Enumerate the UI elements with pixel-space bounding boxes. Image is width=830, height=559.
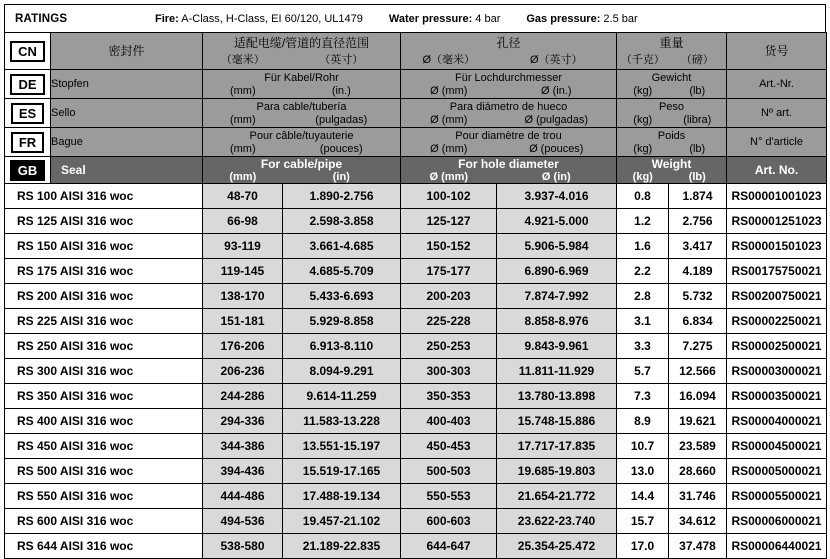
table-row	[5, 509, 827, 534]
de-art-header: Art.-Nr.	[727, 70, 827, 99]
header-row-fr	[5, 128, 827, 157]
ratings-label: RATINGS	[15, 12, 68, 25]
row-name: RS 644 AISI 316 woc	[5, 534, 203, 559]
fr-seal-header: Bague	[51, 128, 203, 157]
row-kg: 0.8	[617, 184, 669, 209]
es-hole-unit-mm: Ø (mm)	[430, 113, 468, 126]
row-name: RS 400 AISI 316 woc	[5, 409, 203, 434]
row-art: RS00005000021	[727, 459, 827, 484]
rating-gas-value: 2.5 bar	[603, 12, 638, 25]
de-cable-unit-mm: (mm)	[229, 84, 256, 97]
row-hole-in: 8.858-8.976	[497, 309, 617, 334]
gb-cable-unit-mm: (mm)	[229, 170, 257, 183]
gb-weight-header	[617, 157, 727, 184]
de-hole-title: Für Lochdurchmesser	[455, 71, 562, 84]
row-cable-mm: 138-170	[203, 284, 283, 309]
es-hole-title: Para diámetro de hueco	[449, 100, 568, 113]
row-kg: 13.0	[617, 459, 669, 484]
row-cable-in: 2.598-3.858	[283, 209, 401, 234]
row-cable-in: 9.614-11.259	[283, 384, 401, 409]
row-lb: 31.746	[669, 484, 727, 509]
product-table	[4, 32, 827, 559]
ratings-bar	[4, 4, 826, 32]
rating-fire	[155, 13, 389, 25]
table-row	[5, 209, 827, 234]
row-hole-in: 17.717-17.835	[497, 434, 617, 459]
row-hole-in: 19.685-19.803	[497, 459, 617, 484]
table-row	[5, 259, 827, 284]
fr-cable-unit-in: (pouces)	[319, 142, 363, 155]
es-weight-unit-lb: (libra)	[683, 113, 712, 126]
fr-hole-header	[401, 128, 617, 157]
row-lb: 1.874	[669, 184, 727, 209]
fr-cable-header	[203, 128, 401, 157]
cn-cable-unit-mm: （毫米）	[220, 53, 265, 66]
row-lb: 19.621	[669, 409, 727, 434]
row-hole-mm: 300-303	[401, 359, 497, 384]
row-kg: 5.7	[617, 359, 669, 384]
row-cable-in: 1.890-2.756	[283, 184, 401, 209]
row-lb: 37.478	[669, 534, 727, 559]
row-lb: 4.189	[669, 259, 727, 284]
row-cable-in: 13.551-15.197	[283, 434, 401, 459]
gb-cable-header	[203, 157, 401, 184]
row-hole-mm: 100-102	[401, 184, 497, 209]
es-cable-unit-mm: (mm)	[229, 113, 256, 126]
header-row-cn	[5, 33, 827, 70]
es-hole-unit-in: Ø (pulgadas)	[524, 113, 589, 126]
row-hole-mm: 200-203	[401, 284, 497, 309]
row-hole-in: 23.622-23.740	[497, 509, 617, 534]
cn-cable-unit-in: （英寸）	[319, 53, 364, 66]
row-art: RS00005500021	[727, 484, 827, 509]
row-hole-mm: 250-253	[401, 334, 497, 359]
row-hole-in: 13.780-13.898	[497, 384, 617, 409]
row-cable-mm: 444-486	[203, 484, 283, 509]
cn-weight-unit-kg: （千克）	[620, 53, 665, 66]
row-cable-mm: 494-536	[203, 509, 283, 534]
row-lb: 23.589	[669, 434, 727, 459]
row-name: RS 300 AISI 316 woc	[5, 359, 203, 384]
row-cable-in: 15.519-17.165	[283, 459, 401, 484]
row-kg: 14.4	[617, 484, 669, 509]
row-art: RS00004000021	[727, 409, 827, 434]
row-name: RS 450 AISI 316 woc	[5, 434, 203, 459]
de-hole-unit-in: Ø (in.)	[541, 84, 572, 97]
row-lb: 5.732	[669, 284, 727, 309]
row-cable-mm: 394-436	[203, 459, 283, 484]
fr-hole-title: Pour diamètre de trou	[455, 129, 562, 142]
row-cable-in: 4.685-5.709	[283, 259, 401, 284]
de-hole-header	[401, 70, 617, 99]
de-weight-unit-lb: (lb)	[689, 84, 706, 97]
lang-badge-gb: GB	[10, 160, 46, 181]
row-kg: 2.8	[617, 284, 669, 309]
row-name: RS 250 AISI 316 woc	[5, 334, 203, 359]
row-art: RS00001001023	[727, 184, 827, 209]
row-lb: 28.660	[669, 459, 727, 484]
rating-gas	[526, 13, 663, 25]
gb-hole-header	[401, 157, 617, 184]
row-art: RS00002250021	[727, 309, 827, 334]
row-lb: 16.094	[669, 384, 727, 409]
row-kg: 17.0	[617, 534, 669, 559]
cn-seal-header: 密封件	[51, 33, 203, 70]
row-kg: 3.3	[617, 334, 669, 359]
row-cable-mm: 294-336	[203, 409, 283, 434]
rating-water-key: Water pressure:	[388, 12, 473, 25]
row-hole-mm: 350-353	[401, 384, 497, 409]
row-art: RS00006440021	[727, 534, 827, 559]
row-cable-mm: 66-98	[203, 209, 283, 234]
row-lb: 7.275	[669, 334, 727, 359]
rating-fire-key: Fire:	[155, 12, 179, 25]
es-cable-title: Para cable/tubería	[256, 100, 347, 113]
gb-weight-title: Weight	[651, 156, 692, 171]
row-hole-mm: 450-453	[401, 434, 497, 459]
row-art: RS00003500021	[727, 384, 827, 409]
de-cable-title: Für Kabel/Rohr	[264, 71, 339, 84]
row-kg: 15.7	[617, 509, 669, 534]
row-lb: 34.612	[669, 509, 727, 534]
row-cable-mm: 176-206	[203, 334, 283, 359]
row-art: RS00001251023	[727, 209, 827, 234]
row-name: RS 600 AISI 316 woc	[5, 509, 203, 534]
fr-art-header: N° d'article	[727, 128, 827, 157]
row-kg: 7.3	[617, 384, 669, 409]
datasheet-page	[0, 4, 830, 553]
table-row	[5, 334, 827, 359]
cn-cable-header	[203, 33, 401, 70]
lang-badge-gb-cell	[5, 157, 51, 184]
cn-hole-unit-mm: Ø（毫米）	[422, 53, 476, 66]
es-art-header: Nº art.	[727, 99, 827, 128]
row-art: RS00004500021	[727, 434, 827, 459]
de-cable-unit-in: (in.)	[331, 84, 351, 97]
header-row-gb	[5, 157, 827, 184]
lang-badge-es-cell	[5, 99, 51, 128]
rating-water-value: 4 bar	[475, 12, 501, 25]
row-art: RS00200750021	[727, 284, 827, 309]
row-hole-mm: 400-403	[401, 409, 497, 434]
fr-weight-title: Poids	[657, 129, 686, 142]
row-cable-in: 6.913-8.110	[283, 334, 401, 359]
table-row	[5, 484, 827, 509]
row-cable-mm: 151-181	[203, 309, 283, 334]
gb-cable-title: For cable/pipe	[260, 156, 343, 171]
row-name: RS 150 AISI 316 woc	[5, 234, 203, 259]
row-art: RS00002500021	[727, 334, 827, 359]
es-weight-unit-kg: (kg)	[633, 113, 653, 126]
row-kg: 2.2	[617, 259, 669, 284]
row-kg: 8.9	[617, 409, 669, 434]
table-row	[5, 309, 827, 334]
row-cable-mm: 538-580	[203, 534, 283, 559]
rating-water	[389, 13, 526, 25]
cn-hole-unit-in: Ø（英寸）	[530, 53, 583, 66]
es-weight-header	[617, 99, 727, 128]
row-hole-in: 6.890-6.969	[497, 259, 617, 284]
table-row	[5, 384, 827, 409]
cn-cable-title: 适配电缆/管道的直径范围	[233, 35, 370, 50]
gb-weight-unit-lb: (lb)	[688, 170, 706, 183]
rating-gas-key: Gas pressure:	[526, 12, 601, 25]
row-lb: 6.834	[669, 309, 727, 334]
row-name: RS 100 AISI 316 woc	[5, 184, 203, 209]
header-row-es	[5, 99, 827, 128]
gb-weight-unit-kg: (kg)	[632, 170, 653, 183]
row-kg: 1.6	[617, 234, 669, 259]
es-hole-header	[401, 99, 617, 128]
de-weight-header	[617, 70, 727, 99]
row-cable-in: 11.583-13.228	[283, 409, 401, 434]
row-cable-in: 5.433-6.693	[283, 284, 401, 309]
row-hole-mm: 644-647	[401, 534, 497, 559]
row-hole-in: 5.906-5.984	[497, 234, 617, 259]
table-row	[5, 434, 827, 459]
row-name: RS 125 AISI 316 woc	[5, 209, 203, 234]
row-name: RS 550 AISI 316 woc	[5, 484, 203, 509]
es-cable-header	[203, 99, 401, 128]
row-hole-in: 11.811-11.929	[497, 359, 617, 384]
es-cable-unit-in: (pulgadas)	[315, 113, 368, 126]
fr-hole-unit-in: Ø (pouces)	[529, 142, 584, 155]
row-hole-mm: 550-553	[401, 484, 497, 509]
row-hole-in: 4.921-5.000	[497, 209, 617, 234]
row-hole-mm: 225-228	[401, 309, 497, 334]
row-hole-in: 21.654-21.772	[497, 484, 617, 509]
table-row	[5, 534, 827, 559]
gb-hole-unit-mm: Ø (mm)	[429, 170, 469, 183]
row-name: RS 350 AISI 316 woc	[5, 384, 203, 409]
es-seal-header: Sello	[51, 99, 203, 128]
row-cable-in: 17.488-19.134	[283, 484, 401, 509]
cn-weight-header	[617, 33, 727, 70]
row-hole-in: 3.937-4.016	[497, 184, 617, 209]
de-weight-unit-kg: (kg)	[633, 84, 653, 97]
row-hole-in: 9.843-9.961	[497, 334, 617, 359]
lang-badge-de: DE	[10, 74, 44, 95]
de-seal-header: Stopfen	[51, 70, 203, 99]
lang-badge-cn-cell	[5, 33, 51, 70]
row-hole-mm: 150-152	[401, 234, 497, 259]
row-lb: 2.756	[669, 209, 727, 234]
row-cable-in: 5.929-8.858	[283, 309, 401, 334]
row-hole-in: 7.874-7.992	[497, 284, 617, 309]
row-cable-mm: 206-236	[203, 359, 283, 384]
gb-hole-unit-in: Ø (in)	[541, 170, 571, 183]
row-art: RS00175750021	[727, 259, 827, 284]
lang-badge-fr: FR	[11, 132, 44, 153]
gb-hole-title: For hole diameter	[458, 156, 559, 171]
row-cable-in: 8.094-9.291	[283, 359, 401, 384]
row-hole-mm: 175-177	[401, 259, 497, 284]
row-hole-in: 15.748-15.886	[497, 409, 617, 434]
lang-badge-es: ES	[11, 103, 44, 124]
row-cable-mm: 48-70	[203, 184, 283, 209]
row-kg: 10.7	[617, 434, 669, 459]
row-cable-mm: 244-286	[203, 384, 283, 409]
de-hole-unit-mm: Ø (mm)	[430, 84, 468, 97]
row-name: RS 225 AISI 316 woc	[5, 309, 203, 334]
row-name: RS 200 AISI 316 woc	[5, 284, 203, 309]
table-row	[5, 184, 827, 209]
cn-hole-title: 孔径	[496, 35, 521, 50]
row-art: RS00001501023	[727, 234, 827, 259]
row-cable-in: 21.189-22.835	[283, 534, 401, 559]
row-kg: 1.2	[617, 209, 669, 234]
row-cable-mm: 344-386	[203, 434, 283, 459]
row-cable-mm: 119-145	[203, 259, 283, 284]
table-row	[5, 284, 827, 309]
row-art: RS00003000021	[727, 359, 827, 384]
es-weight-title: Peso	[658, 100, 685, 113]
row-name: RS 500 AISI 316 woc	[5, 459, 203, 484]
row-kg: 3.1	[617, 309, 669, 334]
fr-cable-unit-mm: (mm)	[229, 142, 256, 155]
cn-art-header: 货号	[727, 33, 827, 70]
de-weight-title: Gewicht	[651, 71, 692, 84]
lang-badge-fr-cell	[5, 128, 51, 157]
fr-cable-title: Pour câble/tuyauterie	[249, 129, 354, 142]
header-row-de	[5, 70, 827, 99]
row-hole-mm: 600-603	[401, 509, 497, 534]
row-hole-mm: 500-503	[401, 459, 497, 484]
cn-hole-header	[401, 33, 617, 70]
row-hole-mm: 125-127	[401, 209, 497, 234]
row-cable-in: 19.457-21.102	[283, 509, 401, 534]
gb-cable-unit-in: (in)	[332, 170, 350, 183]
row-cable-in: 3.661-4.685	[283, 234, 401, 259]
row-name: RS 175 AISI 316 woc	[5, 259, 203, 284]
fr-weight-unit-lb: (lb)	[689, 142, 706, 155]
cn-weight-title: 重量	[659, 35, 684, 50]
fr-hole-unit-mm: Ø (mm)	[430, 142, 468, 155]
gb-seal-header: Seal	[51, 157, 203, 184]
table-row	[5, 359, 827, 384]
table-row	[5, 234, 827, 259]
row-art: RS00006000021	[727, 509, 827, 534]
cn-weight-unit-lb: （磅）	[680, 53, 714, 66]
row-lb: 12.566	[669, 359, 727, 384]
de-cable-header	[203, 70, 401, 99]
table-row	[5, 409, 827, 434]
lang-badge-cn: CN	[10, 41, 45, 62]
row-hole-in: 25.354-25.472	[497, 534, 617, 559]
fr-weight-header	[617, 128, 727, 157]
table-row	[5, 459, 827, 484]
row-cable-mm: 93-119	[203, 234, 283, 259]
fr-weight-unit-kg: (kg)	[633, 142, 653, 155]
rating-fire-value: A-Class, H-Class, EI 60/120, UL1479	[181, 12, 363, 25]
row-lb: 3.417	[669, 234, 727, 259]
lang-badge-de-cell	[5, 70, 51, 99]
gb-art-header: Art. No.	[727, 157, 827, 184]
